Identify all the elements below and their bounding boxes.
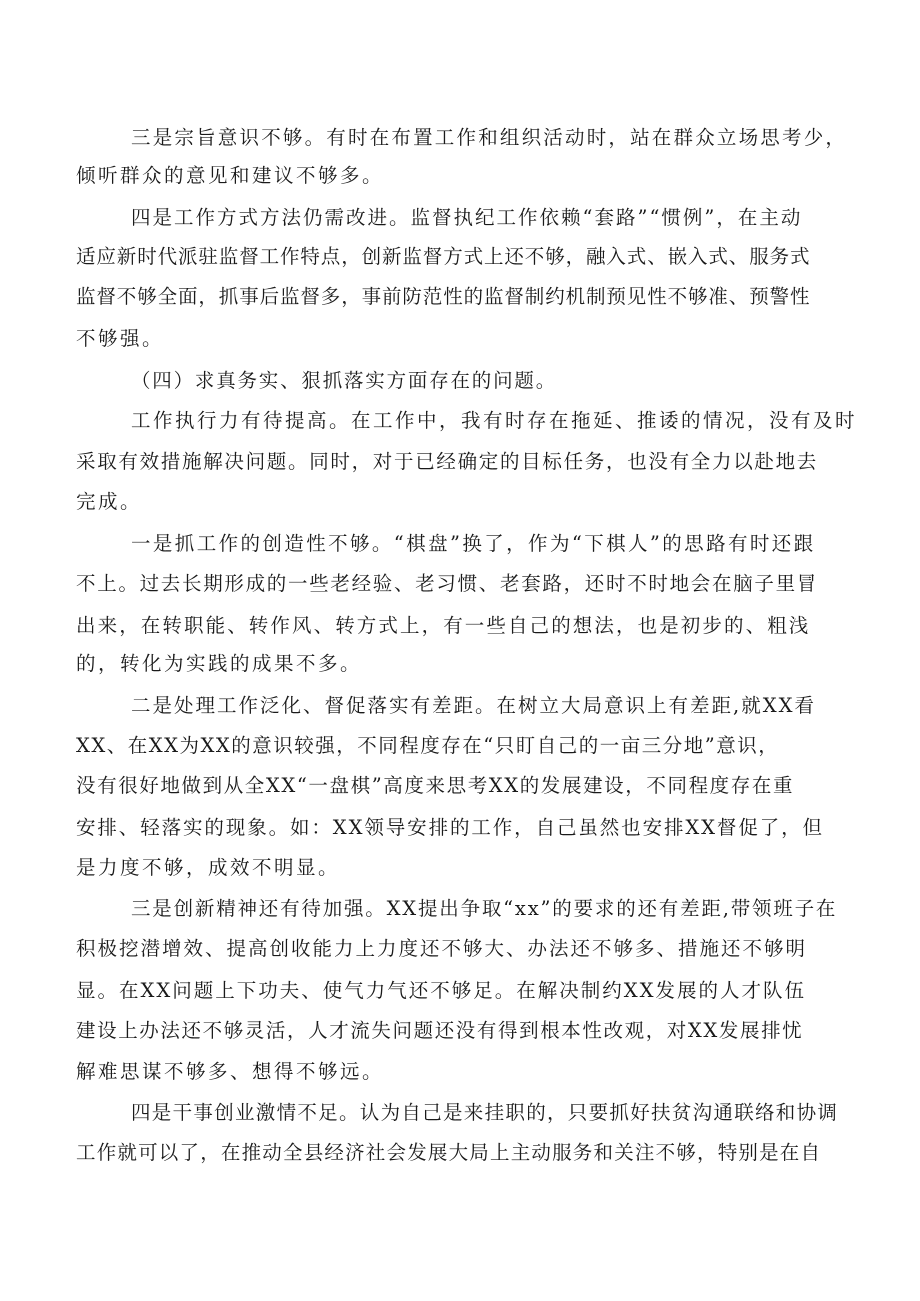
text-line: 完成。: [76, 490, 143, 513]
text-line: 倾听群众的意见和建议不够多。: [76, 164, 385, 187]
text-line: 二是处理工作泛化、督促落实有差距。在树立大局意识上有差距,就XX看: [131, 694, 816, 717]
text-line: 解难思谋不够多、想得不够远。: [76, 1060, 385, 1083]
text-line: 安排、轻落实的现象。如：XX领导安排的工作，自己虽然也安排XX督促了，但: [76, 816, 824, 839]
section-heading: （四）求真务实、狠抓落实方面存在的问题。: [131, 369, 558, 392]
text-line: 四是干事创业激情不足。认为自己是来挂职的，只要抓好扶贫沟通联络和协调: [131, 1101, 839, 1124]
text-line: 积极挖潜增效、提高创收能力上力度还不够大、办法还不够多、措施还不够明: [76, 937, 808, 960]
text-line: 工作就可以了，在推动全县经济社会发展大局上主动服务和关注不够，特别是在自: [76, 1141, 822, 1164]
text-line: 监督不够全面，抓事后监督多，事前防范性的监督制约机制预见性不够准、预警性: [76, 285, 811, 308]
text-line: 是力度不够，成效不明显。: [76, 856, 341, 879]
text-line: 没有很好地做到从全XX“一盘棋”高度来思考XX的发展建设，不同程度存在重: [76, 774, 795, 797]
text-line: 不上。过去长期形成的一些老经验、老习惯、老套路，还时不时地会在脑子里冒: [76, 572, 819, 595]
text-line: 工作执行力有待提高。在工作中，我有时存在拖延、推诿的情况，没有及时: [131, 409, 858, 432]
text-line: 不够强。: [76, 327, 165, 350]
text-line: 采取有效措施解决问题。同时，对于已经确定的目标任务，也没有全力以赴地去: [76, 450, 819, 473]
text-line: 适应新时代派驻监督工作特点，创新监督方式上还不够，融入式、嵌入式、服务式: [76, 245, 811, 268]
text-line: XX、在XX为XX的意识较强，不同程度存在“只盯自己的一亩三分地”意识，: [76, 734, 780, 757]
text-line: 三是创新精神还有待加强。XX提出争取“xx”的要求的还有差距,带领班子在: [131, 897, 838, 920]
text-line: 显。在XX问题上下功夫、使气力气还不够足。在解决制约XX发展的人才队伍: [76, 979, 807, 1002]
text-line: 一是抓工作的创造性不够。“棋盘”换了，作为“下棋人”的思路有时还跟: [131, 532, 816, 555]
text-line: 出来，在转职能、转作风、转方式上，有一些自己的想法，也是初步的、粗浅: [76, 614, 811, 637]
text-line: 四是工作方式方法仍需改进。监督执纪工作依赖“套路”“惯例”，在主动: [131, 206, 803, 229]
text-line: 建设上办法还不够灵活，人才流失问题还没有得到根本性改观，对XX发展排忧: [76, 1019, 804, 1042]
text-line: 的，转化为实践的成果不多。: [76, 652, 363, 675]
text-line: 三是宗旨意识不够。有时在布置工作和组织活动时，站在群众立场思考少，: [131, 126, 848, 149]
